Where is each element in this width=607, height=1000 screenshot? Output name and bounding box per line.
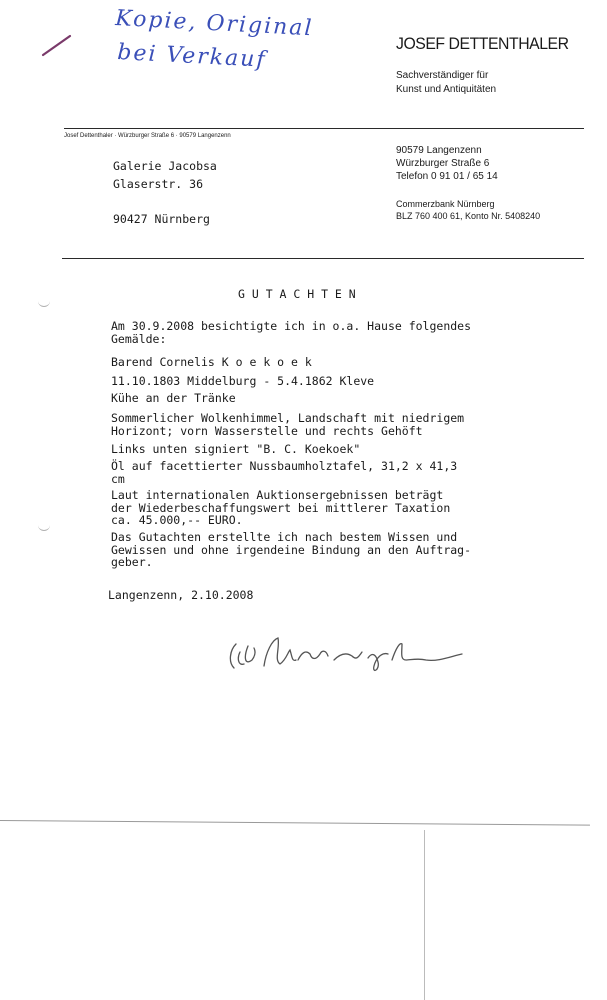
letterhead-subtitle-1: Sachverständiger für <box>396 70 489 81</box>
intro-line-1: Am 30.9.2008 besichtigte ich in o.a. Hause folgendes <box>111 319 472 333</box>
medium-line-1: Öl auf facettierter Nussbaumholztafel, 31,2 x 41,3 <box>111 459 458 473</box>
header-divider <box>62 258 584 259</box>
return-address: Josef Dettenthaler · Würzburger Straße 6 · 90579 Langenzenn <box>64 133 231 139</box>
sender-phone: Telefon 0 91 01 / 65 14 <box>396 171 498 182</box>
closing-line-2: Gewissen und ohne irgendeine Bindung an den Auftrag- <box>111 542 472 557</box>
medium-line-2: cm <box>111 471 125 486</box>
punch-hole-mark <box>38 524 50 531</box>
intro-line-2: Gemälde: <box>111 331 167 346</box>
artist-name: Barend Cornelis K o e k o e k <box>111 355 312 369</box>
description-line-2: Horizont; vorn Wasserstelle und rechts Gehöft <box>111 423 423 438</box>
pen-stroke-mark <box>40 30 74 60</box>
handwritten-note-line1: Kopie, Original <box>114 6 314 42</box>
recipient-line2: Glaserstr. 36 <box>113 177 204 191</box>
sender-city: 90579 Langenzenn <box>396 145 482 156</box>
return-address-rule <box>64 128 584 129</box>
valuation-line-3: ca. 45.000,-- EURO. <box>111 513 243 527</box>
handwritten-signature <box>222 630 468 680</box>
recipient-line3: 90427 Nürnberg <box>113 212 210 226</box>
document-title: G U T A C H T E N <box>238 287 356 301</box>
handwritten-note-line2: bei Verkauf <box>116 40 268 73</box>
closing-line-1: Das Gutachten erstellte ich nach bestem Wissen und <box>111 530 458 544</box>
sender-street: Würzburger Straße 6 <box>396 158 490 169</box>
valuation-line-2: der Wiederbeschaffungswert bei mittlerer Taxation <box>111 500 451 515</box>
valuation-line-1: Laut internationalen Auktionsergebnissen beträgt <box>111 488 444 502</box>
place-date: Langenzenn, 2.10.2008 <box>108 588 254 602</box>
intro-paragraph <box>111 320 471 345</box>
description-line-1: Sommerlicher Wolkenhimmel, Landschaft mit niedrigem <box>111 411 465 425</box>
sender-account: BLZ 760 400 61, Konto Nr. 5408240 <box>396 211 541 221</box>
medium-paragraph <box>111 460 457 485</box>
valuation-paragraph <box>111 489 450 527</box>
closing-line-3: geber. <box>111 555 153 569</box>
painting-title: Kühe an der Tränke <box>111 391 236 405</box>
sender-bank: Commerzbank Nürnberg <box>396 199 495 209</box>
punch-hole-mark <box>38 300 50 307</box>
letterhead-subtitle-2: Kunst und Antiquitäten <box>396 84 497 95</box>
signature-note: Links unten signiert "B. C. Koekoek" <box>111 442 361 456</box>
description-paragraph <box>111 412 464 437</box>
artist-dates: 11.10.1803 Middelburg - 5.4.1862 Kleve <box>111 374 375 388</box>
scan-page-edge <box>424 830 425 1000</box>
recipient-line1: Galerie Jacobsa <box>113 159 217 173</box>
letterhead-name: JOSEF DETTENTHALER <box>396 34 569 53</box>
scan-fold-line <box>0 820 590 826</box>
closing-paragraph <box>111 531 471 569</box>
